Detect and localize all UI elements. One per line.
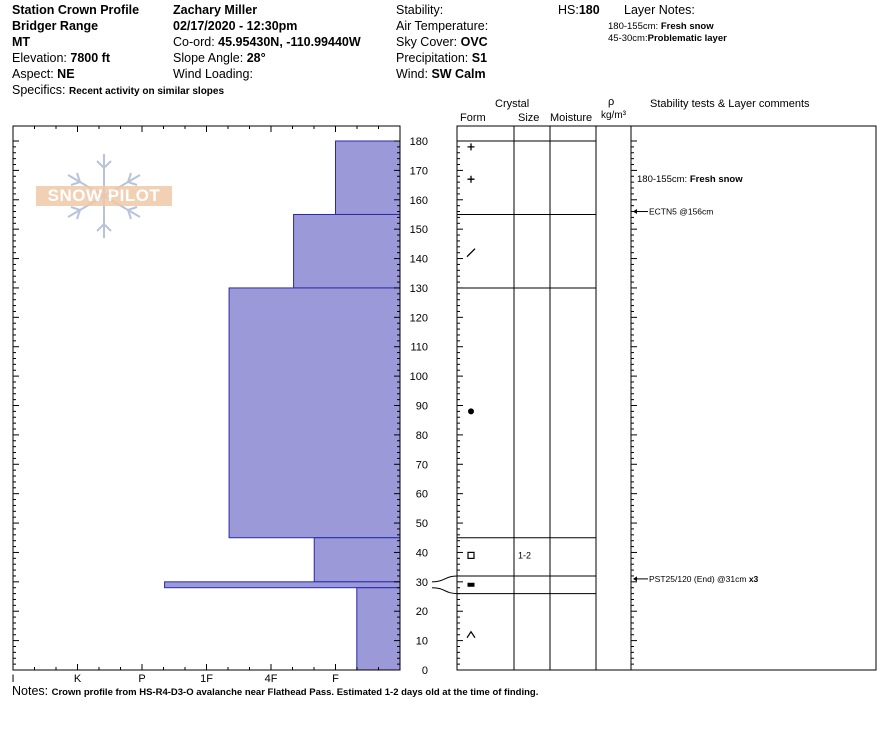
wind-label: Wind:	[396, 67, 428, 81]
layer-connector	[432, 588, 457, 594]
stability-tests-header: Stability tests & Layer comments	[650, 98, 810, 110]
air-temp-label: Air Temperature:	[396, 19, 489, 33]
state-name: MT	[12, 35, 31, 49]
sky-label: Sky Cover:	[396, 35, 458, 49]
layer-connector	[432, 576, 457, 582]
layer-comment-range: 180-155cm:	[637, 174, 690, 186]
layer-note-text: Fresh snow	[660, 21, 714, 32]
arrow-head-icon	[633, 209, 637, 214]
layer-notes-title: Layer Notes:	[624, 3, 695, 17]
x-tick-label: F	[332, 673, 339, 685]
moisture-header: Moisture	[550, 112, 593, 124]
hardness-bar	[314, 538, 400, 582]
specifics-value: Recent activity on similar slopes	[68, 86, 225, 97]
x-tick-label: 1F	[200, 673, 213, 685]
y-tick-label: 50	[415, 518, 428, 531]
hardness-bar	[336, 141, 401, 214]
precip-value: S1	[471, 51, 488, 65]
form-header: Form	[460, 112, 486, 124]
faceted-layer-icon	[468, 583, 475, 587]
layer-comment	[637, 174, 743, 185]
stability-test	[649, 574, 759, 584]
precipitation-particles-icon	[468, 176, 475, 183]
x-tick-label: I	[11, 673, 15, 685]
y-tick-label: 130	[409, 282, 428, 295]
layer-comments	[637, 174, 743, 185]
elevation-label: Elevation:	[12, 51, 67, 65]
aspect-value: NE	[57, 67, 75, 81]
wind-value: SW Calm	[431, 67, 486, 81]
hardness-bars	[165, 141, 400, 670]
notes-text: Crown profile from HS-R4-D3-O avalanche near Flathead Pass. Estimated 1-2 days old at the time of finding.	[51, 687, 539, 698]
crystal-size: 1-2	[518, 550, 532, 561]
elevation-value: 7800 ft	[70, 51, 110, 65]
y-tick-label: 70	[415, 459, 428, 472]
stability-tests	[633, 207, 759, 584]
specifics-label: Specifics:	[12, 83, 66, 97]
rounded-grains-icon	[468, 408, 474, 414]
stability-test-suffix: x3	[746, 573, 759, 584]
x-tick-label: P	[138, 673, 146, 685]
notes-label: Notes:	[12, 684, 49, 698]
density-unit-header: kg/m³	[601, 110, 626, 121]
layer-note-range: 180-155cm:	[608, 21, 659, 32]
y-tick-label: 80	[415, 429, 428, 442]
notes-row	[12, 685, 538, 698]
rho-header: ρ	[608, 96, 615, 108]
hardness-bar	[357, 588, 400, 670]
y-tick-label: 40	[415, 547, 428, 560]
y-tick-label: 20	[415, 606, 428, 619]
watermark-text: SNOW PILOT	[36, 186, 172, 206]
y-tick-label: 30	[415, 576, 428, 589]
faceted-crystals-icon	[468, 552, 474, 558]
x-tick-label: K	[73, 673, 82, 685]
precip-label: Precipitation:	[396, 51, 469, 65]
hs-value: 180	[578, 3, 600, 17]
observer-name: Zachary Miller	[173, 3, 258, 17]
y-tick-label: 120	[409, 312, 428, 325]
grain-forms	[467, 143, 531, 637]
stability-test	[649, 207, 713, 217]
y-tick-label: 140	[409, 253, 428, 266]
layer-note-text: Problematic layer	[647, 33, 727, 44]
y-tick-label: 100	[409, 371, 428, 384]
coord-value: 45.95430N, -110.99440W	[218, 35, 361, 49]
wind-loading-label: Wind Loading:	[173, 67, 253, 81]
snowpilot-watermark	[36, 152, 172, 242]
y-tick-label: 0	[421, 665, 428, 677]
slope-value: 28°	[246, 51, 266, 65]
layer-note-range: 45-30cm:	[608, 33, 648, 44]
sky-value: OVC	[460, 35, 488, 49]
slope-label: Slope Angle:	[173, 51, 244, 65]
y-tick-label: 60	[415, 488, 428, 501]
y-tick-label: 90	[415, 400, 428, 413]
hs-label: HS:	[558, 3, 579, 17]
y-tick-label: 150	[409, 224, 428, 237]
stability-label: Stability:	[396, 3, 444, 17]
crystal-header: Crystal	[495, 98, 530, 110]
x-tick-label: 4F	[264, 673, 278, 685]
y-tick-label: 160	[409, 194, 428, 207]
range-name: Bridger Range	[12, 19, 99, 33]
stability-test-text: PST25/120 (End) @31cm	[649, 573, 747, 584]
arrow-head-icon	[633, 576, 637, 581]
y-tick-label: 10	[415, 635, 428, 648]
y-tick-label: 180	[409, 136, 428, 148]
y-tick-label: 170	[409, 165, 428, 178]
stability-test-text: ECTN5 @156cm	[649, 206, 714, 217]
size-header: Size	[518, 112, 540, 124]
hardness-bar	[165, 582, 400, 588]
layer-comment-text: Fresh snow	[689, 174, 743, 186]
profile-title: Station Crown Profile	[12, 3, 140, 17]
decomposing-fragments-icon	[467, 249, 475, 257]
depth-hoar-icon	[467, 632, 475, 638]
coord-label: Co-ord:	[173, 35, 215, 49]
precipitation-particles-icon	[468, 143, 475, 150]
hardness-bar	[294, 214, 400, 287]
observation-datetime: 02/17/2020 - 12:30pm	[173, 19, 298, 33]
y-tick-label: 110	[410, 341, 428, 354]
aspect-label: Aspect:	[12, 67, 54, 81]
hardness-bar	[229, 288, 400, 538]
